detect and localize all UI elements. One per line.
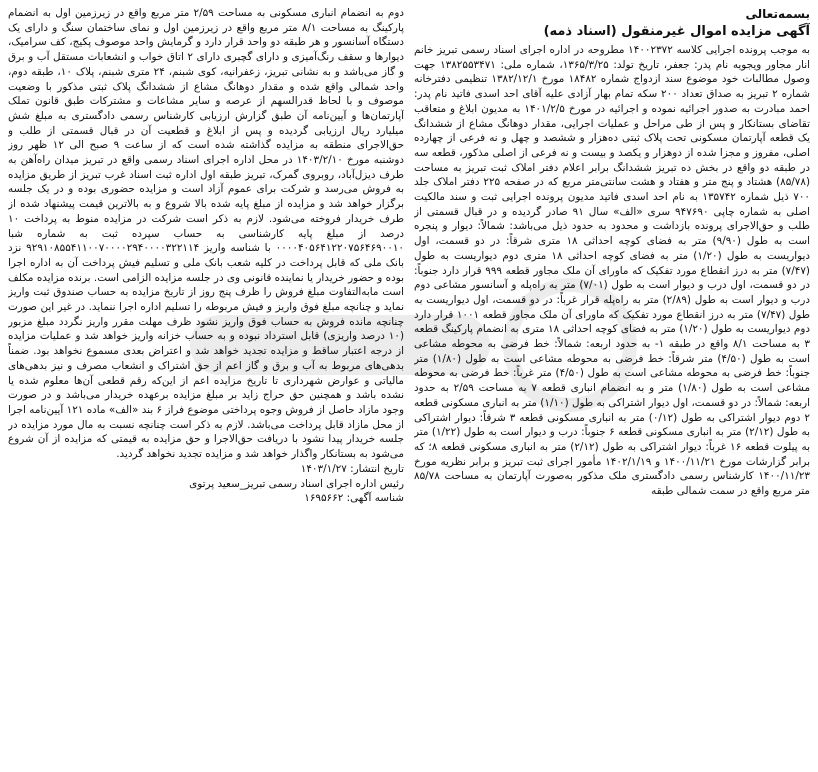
left-column: [8, 6, 404, 768]
basmala-heading: بسمه‌تعالی: [745, 7, 810, 21]
right-column: [414, 6, 810, 768]
notice-header: [414, 6, 810, 41]
ad-id: شناسه آگهی: ۱۶۹۵۶۶۲: [304, 492, 404, 505]
right-column-body: به موجب پرونده اجرایی کلاسه ۱۴۰۰۲۳۷۲ مطروحه در اداره اجرای اسناد رسمی تبریز خانم انار مجاور ویجویه نام پدر: جعفر، تاریخ تولد: ۱۳۶۵/۳/۲۵، شماره ملی: ۱۳۸۲۵۵۳۴۷۱ جهت وصول مطالبات خود موضوع سند ازدواج شماره ۱۸۴۸۲ مورخ ۱۳۸۲/۱۲/۱ تنظیمی دفترخانه شماره ۲ تبریز به صداق تعداد ۲۰۰ سکه تمام بهار آزادی علیه آقای احد اسدی فاتید نام پدر: احمد مبادرت به صدور اجرائیه نموده و اجرائیه در مورخ ۱۴۰۱/۲/۵ به مدیون ابلاغ و متعاقب تقاضای بستانکار و پس از طی مراحل و عملیات اجرایی، مقدار دوهانگ مشاع از ششدانگ یک قطعه آپارتمان مسکونی تحت پلاک ثبتی ده‌هزار و ششصد و چهل و نه فرعی از چهارده اصلی، مفروز و مجزا شده از دوهزار و یکصد و بیست و نه فرعی از اصلی مذکور، قطعه سه در طبقه دو واقع در بخش ده تبریز ششدانگ برابر اعلام دفتر املاک ثبت تبریز به مساحت (۸۵/۷۸) هشتاد و پنج متر و هفتاد و هشت سانتی‌متر مربع که در صفحه ۲۲۵ دفتر املاک جلد ۷۰۰ ذیل شماره ۱۳۵۷۴۲ به نام احد اسدی فاتید مدیون پرونده اجرایی ثبت و سند مالکیت اصلی به شماره چاپی ۹۴۷۶۹۰ سری «الف» سال ۹۱ صادر گردیده و در قبال قسمتی از طلب و حق‌الاجرای پرونده بازداشت و محدود به حدود ذیل می‌باشد: شمالاً: دیوار و پنجره است به طول (۹/۹۰) متر به فضای کوچه احداثی ۱۸ متری شرقاً: در دو قسمت، اول دیواریست به طول (۱/۲۰) متر به فضای کوچه احداثی ۱۸ متری دوم دیواریست به طول (۷/۴۷) متر به درز انقطاع مورد تفکیک که ماورای آن ملک مجاور قطعه ۹۹۹ قرار دارد جنوباً: در دو قسمت، اول درب و دیوار است به طول (۷/۰۱) متر به راه‌پله و آسانسور مشاعی دوم درب و دیوار است به طول (۲/۸۹) متر به راه‌پله قرار غرباً: در دو قسمت، اول دیواریست به طول (۷/۴۷) متر به درز انقطاع مورد تفکیک که ماورای آن ملک مجاور قطعه ۱۰۰۱ قرار دارد دوم دیواریست به طول (۱/۲۰) متر به فضای کوچه احداثی ۱۸ متری به انضمام پارکینگ قطعه ۳ به مساحت ۸/۱ واقع در طبقه ۱- به حدود اربعه: شمالاً: خط فرضی به محوطه مشاعی است به طول (۴/۵۰) متر شرقاً: خط فرضی به محوطه مشاعی است به طول (۱/۸۰) متر جنوباً: خط فرضی به محوطه مشاعی است به طول (۴/۵۰) متر غرباً: خط فرضی به محوطه مشاعی است به طول (۱/۸۰) متر و به انضمام انباری قطعه ۷ به مساحت ۲/۵۹ به حدود اربعه: شمالاً: در دو قسمت، اول دیوار اشتراکی به طول (۱/۱۰) متر به انباری مسکونی قطعه ۲ دوم دیوار اشتراکی به طول (۰/۱۲) متر به انباری مسکونی قطعه ۳ شرقاً: دیوار اشتراکی به طول (۲/۱۲) متر به انباری مسکونی قطعه ۶ جنوباً: درب و دیوار است به طول (۱/۲۲) متر به پیلوت قطعه ۱۶ غرباً: دیوار اشتراکی به طول (۲/۱۲) متر به انباری مسکونی قطعه ۸؛ که برابر گزارشات مورخ ۱۴۰۰/۱۱/۲۱ و ۱۴۰۲/۱/۱۹ مأمور اجرای ثبت تبریز و برابر نظریه مورخ ۱۴۰۰/۱۱/۲۳ کارشناس رسمی دادگستری ملک مذکور به‌صورت آپارتمان به مساحت ۸۵/۷۸ متر مربع واقع در سمت شمالی طبقه: [414, 44, 810, 498]
left-column-body: دوم به انضمام انباری مسکونی به مساحت ۲/۵۹ متر مربع واقع در زیرزمین اول به انضمام پارکینگ به مساحت ۸/۱ متر مربع واقع در زیرزمین اول و نمای ساختمان سنگ و دارای یک دستگاه آسانسور و هر طبقه دو واحد قرار دارد و گرمایش واحد موصوف پکیج، کف سرامیک، دیوارها و سقف رنگ‌آمیزی و دارای گچبری دارای ۲ اتاق خواب و انشعابات مستقل آب و برق و گاز می‌باشد و به نشانی تبریز، زعفرانیه، کوی شبنم، ۲۴ متری شبنم، پلاک ۱۰، طبقه دوم، واحد شمالی واقع شده و مقدار دوهانگ مشاع از ششدانگ پلاک ثبتی مذکور با وضعیت موصوف و با لحاظ قدرالسهم از عرصه و سایر مشاعات و مشترکات طبق قانون تملک آپارتمان‌ها و آیین‌نامه آن طبق گزارش ارزیابی کارشناس رسمی دادگستری به مبلغ شش میلیارد ریال ارزیابی گردیده و پس از ابلاغ و قطعیت آن در قبال قسمتی از طلب و حق‌الاجرای منطقه به مزایده گذاشته شده است که از ساعت ۹ صبح الی ۱۲ ظهر روز دوشنبه مورخ ۱۴۰۳/۲/۱۰ در محل اداره اجرای اسناد رسمی واقع در تبریز میدان راه‌آهن به طرف دیزل‌آباد، روبروی گمرک، تبریز طبقه اول اداره ثبت اسناد غرب تبریز از طریق مزایده به فروش می‌رسد و شرکت برای عموم آزاد است و مزایده حضوری بوده و در یک جلسه برگزار خواهد شد و مزایده از مبلغ پایه شده بالا شروع و به بالاترین قیمت پیشنهاد شده از طرف خریدار فروخته می‌شود. لازم به ذکر است شرکت در مزایده منوط به پرداخت ۱۰ درصد از مبلغ پایه کارشناسی به حساب سپرده ثبت به شماره شبا ۰۰۰۰۴۰۵۶۴۱۲۲۰۷۵۶۴۶۹۰۰۱۰ با شناسه واریز ۹۲۹۱۰۸۵۵۴۱۱۰۰۷۰۰۰۰۲۹۴۰۰۰۰۳۲۲۱۱۴ نزد بانک ملی که قابل پرداخت در کلیه شعب بانک ملی و تسلیم فیش پرداخت آن به اداره اجرا بوده و حضور خریدار یا نماینده قانونی وی در جلسه مزایده الزامی است. برنده مزایده مکلف است مابه‌التفاوت مبلغ فروش را ظرف پنج روز از تاریخ مزایده به حساب صندوق ثبت واریز نماید و چنانچه مبلغ فوق واریز و فیش مربوطه را تسلیم اداره اجرا ننماید. در غیر این صورت چنانچه مانده فروش به حساب فوق واریز نشود ظرف مهلت مقرر واریز نگردد مبلغ مزبور (۱۰ درصد واریزی) قابل استرداد نبوده و به حساب خزانه واریز خواهد شد و عملیات مزایده از درجه اعتبار ساقط و مزایده تجدید خواهد شد و اعتراض بعدی مسموع نخواهد بود. ضمناً بدهی‌های مربوط به آب و برق و گاز اعم از حق اشتراک و انشعاب مصرف و نیز بدهی‌های مالیاتی و عوارض شهرداری تا تاریخ مزایده اعم از این‌که رقم قطعی آن‌ها معلوم شده یا نشده باشد و همچنین حق حراج زاید بر مبلغ مزایده برعهده خریدار می‌باشد و در صورت وجود مازاد حاصل از فروش وجوه پرداختی موضوع فراز ۶ بند «الف» ماده ۱۲۱ آیین‌نامه اجرا از محل مازاد قابل پرداخت می‌باشد. لازم به ذکر است چنانچه نسبت به مال مورد مزایده در جلسه خریدار پیدا نشود با دریافت حق‌الاجرا و حق مزایده به قیمتی که مزایده از آن شروع می‌شود به بستانکار واگذار خواهد شد و مزایده تجدید نخواهد گردید.: [8, 7, 404, 461]
signature-line: رئیس اداره اجرای اسناد رسمی تبریز_سعید پرتوی: [189, 477, 404, 490]
notice-title: آگهی مزایده اموال غیرمنقول (اسناد ذمه): [543, 24, 810, 39]
publication-date: تاریخ انتشار: ۱۴۰۳/۱/۲۷: [300, 462, 404, 475]
